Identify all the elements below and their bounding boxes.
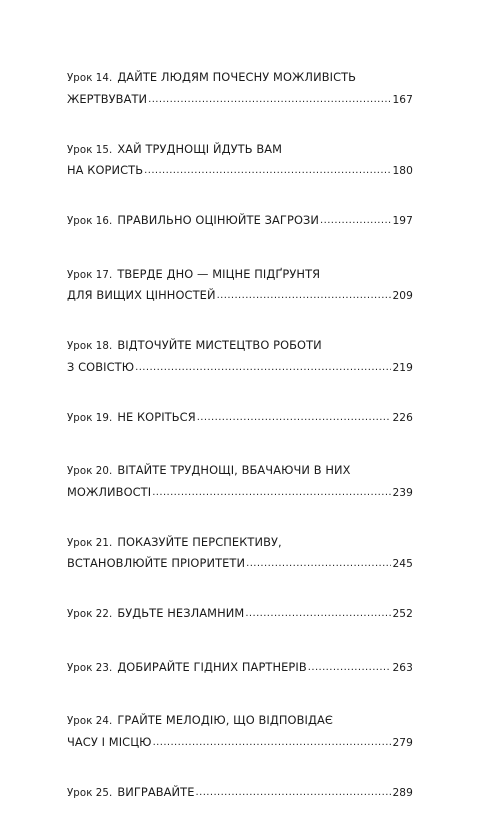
page-number: 219 <box>392 361 413 374</box>
toc-entry-line <box>67 163 413 185</box>
lesson-title: ВИГРАВАЙТЕ <box>117 784 195 799</box>
toc-entry-line <box>67 556 413 578</box>
toc-entry-line <box>67 606 413 628</box>
page-number: 252 <box>392 608 413 620</box>
toc-entry <box>67 338 413 381</box>
toc-entry-line <box>67 463 413 485</box>
lesson-number: Урок 22. <box>67 609 113 620</box>
dot-leader <box>308 662 392 673</box>
toc-entry <box>67 660 413 682</box>
page-number: 197 <box>392 215 413 227</box>
page-number: 263 <box>392 661 413 674</box>
dot-leader <box>153 737 392 748</box>
lesson-title: ВІДТОЧУЙТЕ МИСТЕЦТВО РОБОТИ <box>117 338 322 352</box>
toc-entry <box>67 713 413 756</box>
dot-leader <box>152 487 391 498</box>
lesson-title-continued: ВСТАНОВЛЮЙТЕ ПРІОРИТЕТИ <box>67 556 246 570</box>
dot-leader <box>196 787 392 798</box>
lesson-title: ПРАВИЛЬНО ОЦІНЮЙТЕ ЗАГРОЗИ <box>117 213 320 227</box>
toc-entry-line <box>67 338 413 360</box>
page-number: 209 <box>392 290 413 302</box>
lesson-number: Урок 24. <box>67 716 113 727</box>
table-of-contents <box>67 70 413 838</box>
toc-entry <box>67 213 413 235</box>
toc-entry <box>67 463 413 506</box>
dot-leader <box>217 290 392 301</box>
toc-entry-line <box>67 92 413 114</box>
dot-leader <box>245 608 391 619</box>
toc-entry-line <box>67 70 413 92</box>
dot-leader <box>148 94 391 105</box>
lesson-title: БУДЬТЕ НЕЗЛАМНИМ <box>117 606 245 620</box>
toc-entry-line <box>67 410 413 432</box>
lesson-title-continued: МОЖЛИВОСТІ <box>67 484 152 499</box>
lesson-title: НЕ КОРІТЬСЯ <box>117 409 196 424</box>
lesson-title-continued: З СОВІСТЮ <box>67 359 135 374</box>
toc-entry <box>67 70 413 113</box>
toc-entry-line <box>67 142 413 164</box>
lesson-title: ДОБИРАЙТЕ ГІДНИХ ПАРТНЕРІВ <box>117 659 307 674</box>
lesson-title: ХАЙ ТРУДНОЩІ ЙДУТЬ ВАМ <box>117 141 283 156</box>
page-number: 245 <box>392 558 413 570</box>
lesson-number: Урок 16. <box>67 216 113 227</box>
toc-entry <box>67 410 413 432</box>
toc-entry-line <box>67 213 413 235</box>
page-number: 279 <box>392 736 413 749</box>
lesson-title: ПОКАЗУЙТЕ ПЕРСПЕКТИВУ, <box>117 534 282 549</box>
toc-entry <box>67 535 413 578</box>
lesson-number: Урок 14. <box>67 73 113 84</box>
page-number: 239 <box>392 486 413 499</box>
lesson-number: Урок 18. <box>67 341 113 352</box>
toc-entry-line <box>67 535 413 557</box>
lesson-title-continued: НА КОРИСТЬ <box>67 163 144 177</box>
toc-entry-line <box>67 785 413 807</box>
lesson-title-continued: ЧАСУ І МІСЦЮ <box>67 734 152 749</box>
dot-leader <box>144 165 391 176</box>
toc-entry <box>67 267 413 310</box>
page-number: 167 <box>392 93 413 106</box>
lesson-number: Урок 20. <box>67 466 113 477</box>
toc-entry-line <box>67 485 413 507</box>
toc-entry <box>67 785 413 807</box>
dot-leader <box>197 412 392 423</box>
lesson-title: ДАЙТЕ ЛЮДЯМ ПОЧЕСНУ МОЖЛИВІСТЬ <box>117 70 357 84</box>
lesson-number: Урок 21. <box>67 537 113 549</box>
toc-entry <box>67 142 413 185</box>
dot-leader <box>320 215 391 226</box>
toc-entry-line <box>67 660 413 682</box>
lesson-number: Урок 17. <box>67 269 113 281</box>
lesson-title: ТВЕРДЕ ДНО — МІЦНЕ ПІДҐРУНТЯ <box>117 266 321 281</box>
dot-leader <box>246 558 391 569</box>
toc-entry-line <box>67 735 413 757</box>
lesson-title-continued: ЖЕРТВУВАТИ <box>67 91 148 106</box>
lesson-number: Урок 15. <box>67 144 113 156</box>
page-number: 226 <box>392 411 413 424</box>
lesson-number: Урок 23. <box>67 662 113 674</box>
toc-entry-line <box>67 267 413 289</box>
lesson-title: ВІТАЙТЕ ТРУДНОЩІ, ВБАЧАЮЧИ В НИХ <box>117 463 351 477</box>
toc-entry-line <box>67 713 413 735</box>
lesson-title: ГРАЙТЕ МЕЛОДІЮ, ЩО ВІДПОВІДАЄ <box>117 713 333 727</box>
toc-entry <box>67 606 413 628</box>
toc-entry-line <box>67 288 413 310</box>
lesson-number: Урок 25. <box>67 787 113 799</box>
lesson-title-continued: ДЛЯ ВИЩИХ ЦІННОСТЕЙ <box>67 288 216 302</box>
page-number: 180 <box>392 165 413 177</box>
toc-entry-line <box>67 360 413 382</box>
page-number: 289 <box>392 786 413 799</box>
dot-leader <box>135 362 391 373</box>
lesson-number: Урок 19. <box>67 412 113 424</box>
